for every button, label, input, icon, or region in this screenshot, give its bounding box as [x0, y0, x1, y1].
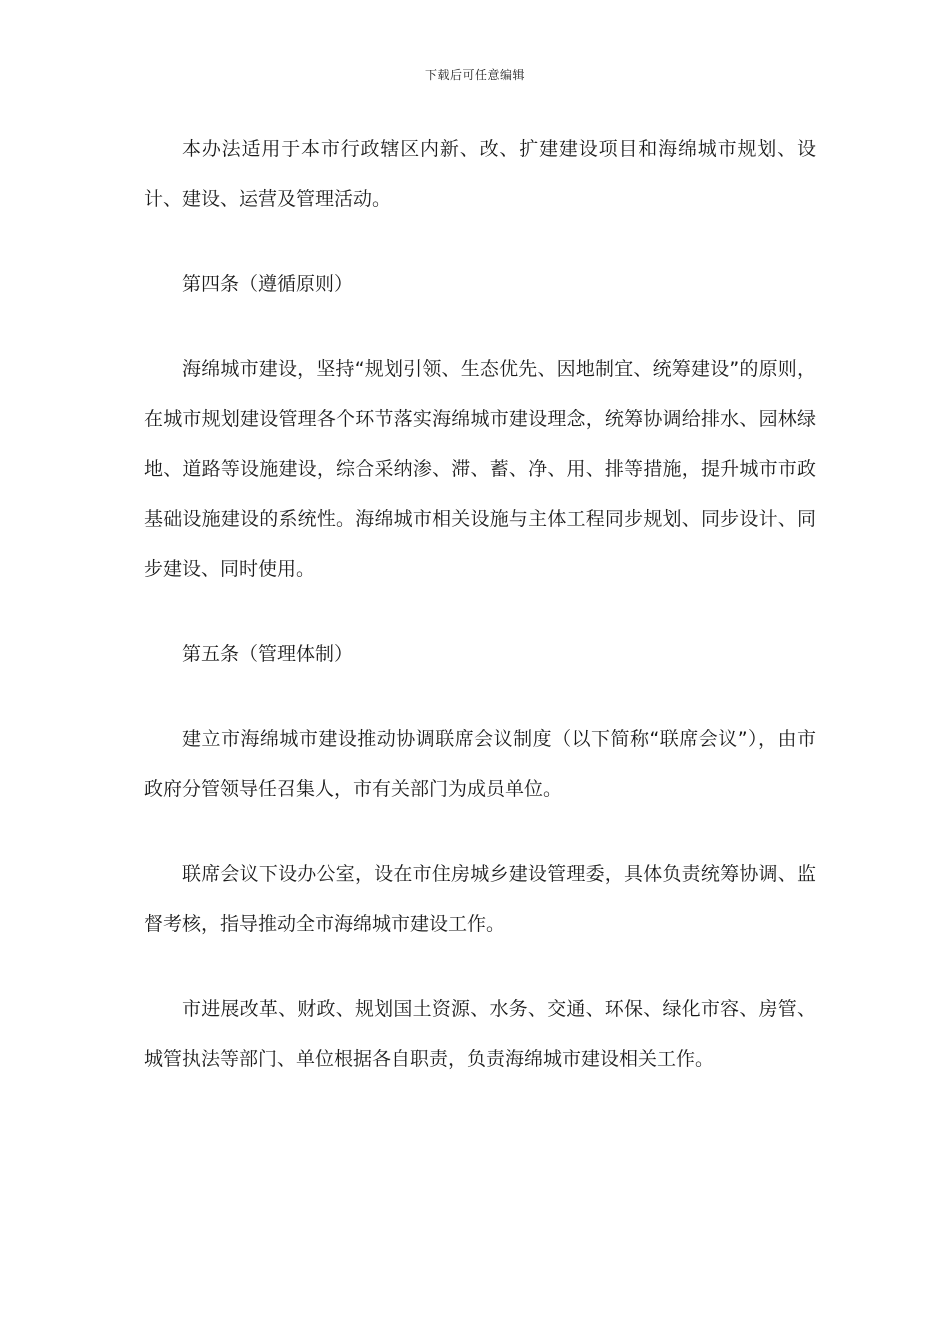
document-body: [144, 124, 816, 1119]
paragraph-scope: 本办法适用于本市行政辖区内新、改、扩建建设项目和海绵城市规划、设计、建设、运营及管理活动。: [144, 138, 816, 210]
paragraph-joint-meeting: 建立市海绵城市建设推动协调联席会议制度（以下简称“联席会议”），由市政府分管领导任召集人，市有关部门为成员单位。: [144, 728, 816, 800]
paragraph-principles: 海绵城市建设，坚持“规划引领、生态优先、因地制宜、统筹建设”的原则，在城市规划建设管理各个环节落实海绵城市建设理念，统筹协调给排水、园林绿地、道路等设施建设，综合采纳渗、滞、蓄、净、用、排等措施，提升城市市政基础设施建设的系统性。海绵城市相关设施与主体工程同步规划、同步设计、同步建设、同时使用。: [144, 358, 816, 580]
paragraph-departments: 市进展改革、财政、规划国土资源、水务、交通、环保、绿化市容、房管、城管执法等部门、单位根据各自职责，负责海绵城市建设相关工作。: [144, 998, 816, 1070]
article-4-heading: 第四条（遵循原则）: [182, 273, 354, 295]
header-note: 下载后可任意编辑: [424, 68, 525, 82]
article-5-heading: 第五条（管理体制）: [182, 643, 354, 665]
paragraph-office: 联席会议下设办公室，设在市住房城乡建设管理委，具体负责统筹协调、监督考核，指导推动全市海绵城市建设工作。: [144, 863, 816, 935]
